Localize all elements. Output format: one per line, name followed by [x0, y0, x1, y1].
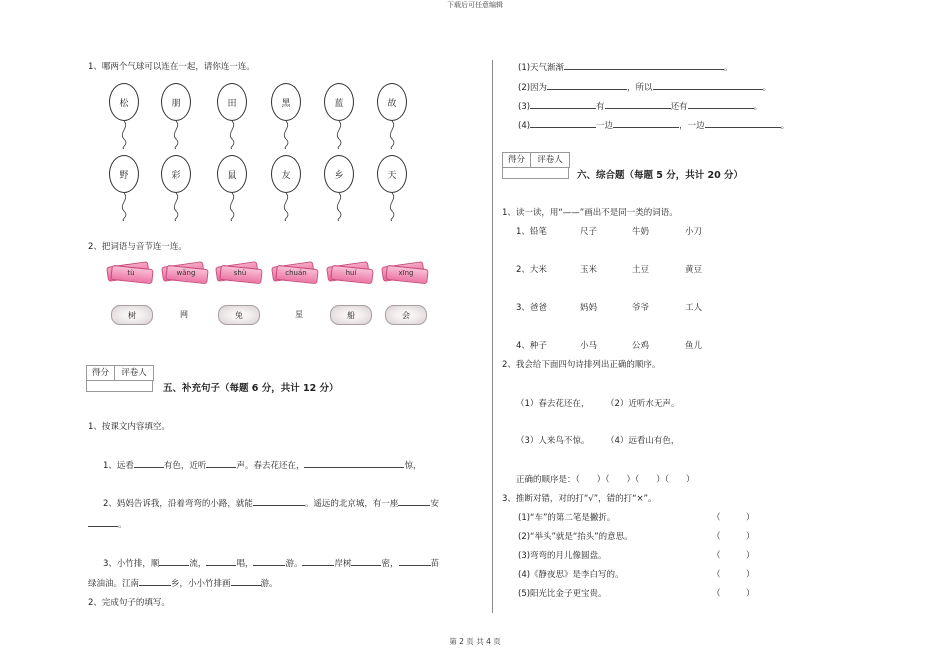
word-card[interactable]: 会 — [385, 305, 427, 325]
score-box — [86, 365, 154, 381]
balloon-char: 天 — [377, 155, 407, 193]
word-item: 1、铅笔 — [516, 227, 547, 237]
blank[interactable] — [653, 80, 763, 90]
word-item[interactable]: 牛奶 — [632, 227, 650, 237]
blank[interactable] — [134, 458, 164, 468]
blank[interactable] — [547, 80, 627, 90]
pinyin-card[interactable] — [107, 263, 153, 283]
q1-text: 1、哪两个气球可以连在一起，请你连一连。 — [88, 62, 255, 72]
blank[interactable] — [231, 576, 261, 586]
word-card[interactable]: 网 — [180, 310, 188, 319]
balloon[interactable] — [109, 155, 139, 221]
blank[interactable] — [304, 458, 404, 468]
word-item[interactable]: 爷爷 — [632, 303, 650, 313]
blank[interactable] — [398, 496, 430, 506]
pinyin-label: wǎng — [176, 269, 196, 277]
blank[interactable] — [139, 576, 171, 586]
balloon[interactable] — [217, 155, 247, 221]
blank[interactable] — [530, 118, 596, 128]
balloon-char: 松 — [109, 83, 139, 121]
section5-q1: 1、按课文内容填空。 — [88, 422, 170, 432]
fill-line-2b: 。 — [88, 517, 127, 530]
judgement-item: (3)弯弯的月儿像圆盘。 — [518, 551, 607, 561]
q2-text: 2、把词语与音节连一连。 — [88, 242, 187, 252]
balloon-char: 黑 — [271, 83, 301, 121]
balloon-char: 野 — [109, 155, 139, 193]
pinyin-card[interactable] — [272, 263, 318, 283]
fill-sentence-4: (4) 一边 ，一边 。 — [518, 118, 789, 131]
word-item[interactable]: 公鸡 — [632, 341, 650, 351]
balloon-string-icon — [386, 193, 398, 221]
page-footer: 第 2 页 共 4 页 — [449, 637, 501, 646]
blank[interactable] — [206, 458, 236, 468]
word-item[interactable]: 玉米 — [580, 265, 598, 275]
word-item[interactable]: 尺子 — [580, 227, 598, 237]
balloon[interactable] — [324, 155, 354, 221]
grader-label: 评卷人 — [537, 155, 563, 165]
balloon-string-icon — [386, 121, 398, 149]
balloon-string-icon — [280, 193, 292, 221]
score-box-blank — [86, 381, 153, 392]
balloon[interactable] — [109, 83, 139, 149]
blank[interactable] — [253, 556, 285, 566]
balloon-char: 彩 — [161, 155, 191, 193]
section6-q3: 3、推断对错，对的打“√”，错的打“×”。 — [502, 494, 657, 504]
pinyin-card[interactable] — [382, 263, 428, 283]
word-item[interactable]: 黄豆 — [685, 265, 703, 275]
word-item[interactable]: 妈妈 — [580, 303, 598, 313]
blank[interactable] — [613, 118, 679, 128]
grader-label: 评卷人 — [121, 368, 147, 378]
word-card[interactable]: 兔 — [218, 305, 260, 325]
fill-sentence-1: (1)天气渐渐 。 — [518, 60, 733, 73]
fill-sentence-3: (3) 有 还有 。 — [518, 99, 762, 112]
word-item: 4、种子 — [516, 341, 547, 351]
balloon[interactable] — [377, 83, 407, 149]
blank[interactable] — [302, 556, 334, 566]
blank[interactable] — [206, 556, 236, 566]
fill-line-2: 2、妈妈告诉我，沿着弯弯的小路，就能 。遥远的北京城，有一座 安 — [103, 496, 439, 509]
judgement-item: (1)“车”的第二笔是撇折。 — [518, 513, 616, 523]
fill-line-1: 1、远看 有色，近听 声。春去花还在， 惊， — [103, 458, 421, 471]
pinyin-label: huí — [345, 269, 357, 277]
blank[interactable] — [564, 60, 724, 70]
section6-q1: 1、读一读，用“——”画出不是同一类的词语。 — [502, 208, 678, 218]
blank[interactable] — [530, 99, 596, 109]
score-label: 得分 — [87, 366, 115, 380]
balloon-string-icon — [170, 121, 182, 149]
word-item: 2、大米 — [516, 265, 547, 275]
word-item[interactable]: 小马 — [580, 341, 598, 351]
pinyin-label: tù — [127, 269, 135, 277]
balloon-char: 鼠 — [217, 155, 247, 193]
judgement-item: (4)《静夜思》是李白写的。 — [518, 570, 624, 580]
judgement-paren[interactable]: （ ） — [712, 532, 755, 542]
pinyin-label: xīng — [398, 269, 414, 277]
judgement-paren[interactable]: （ ） — [712, 551, 755, 561]
pinyin-label: chuán — [285, 269, 307, 277]
balloon-string-icon — [118, 193, 130, 221]
balloon-string-icon — [226, 121, 238, 149]
judgement-item: (2)“举头”就是“抬头”的意思。 — [518, 532, 633, 542]
balloon-char: 田 — [217, 83, 247, 121]
pinyin-card[interactable] — [327, 263, 373, 283]
poem-line: （4）远看山有色， — [606, 436, 680, 446]
pinyin-card[interactable] — [216, 263, 262, 283]
judgement-item: (5)阳光比金子更宝贵。 — [518, 589, 607, 599]
word-card[interactable]: 树 — [111, 305, 153, 325]
fill-line-3: 3、小竹排，顺 流， 唱， 游。 岸树 密， 苗 — [103, 556, 439, 569]
section6-q2: 2、我会给下面四句诗排列出正确的顺序。 — [502, 360, 661, 370]
fill-line-4: 绿油油。江南 乡，小小竹排画 游。 — [88, 576, 278, 589]
header-note: 下载后可任意编辑 — [447, 1, 503, 9]
balloon[interactable] — [271, 83, 301, 149]
word-item[interactable]: 小刀 — [685, 227, 703, 237]
balloon-char: 蓝 — [324, 83, 354, 121]
word-item[interactable]: 工人 — [685, 303, 703, 313]
pinyin-card[interactable] — [162, 263, 208, 283]
balloon-string-icon — [333, 193, 345, 221]
score-box-blank — [502, 168, 569, 179]
blank[interactable] — [159, 556, 189, 566]
balloon-string-icon — [118, 121, 130, 149]
blank[interactable] — [705, 118, 781, 128]
blank[interactable] — [605, 99, 671, 109]
balloon-char: 故 — [377, 83, 407, 121]
word-card[interactable]: 船 — [330, 305, 372, 325]
balloon[interactable] — [271, 155, 301, 221]
balloon-char: 朋 — [161, 83, 191, 121]
balloon[interactable] — [324, 83, 354, 149]
word-item: 3、爸爸 — [516, 303, 547, 313]
balloon[interactable] — [377, 155, 407, 221]
section6-title: 六、综合题（每题 5 分，共计 20 分） — [577, 170, 744, 181]
score-label: 得分 — [503, 153, 531, 167]
balloon-string-icon — [280, 121, 292, 149]
balloon[interactable] — [161, 155, 191, 221]
order-answer[interactable]: 正确的顺序是：（ ）（ ）（ ）（ ） — [516, 475, 695, 485]
balloon[interactable] — [217, 83, 247, 149]
judgement-paren[interactable]: （ ） — [712, 589, 755, 599]
section5-q2: 2、完成句子的填写。 — [88, 598, 170, 608]
balloon-string-icon — [333, 121, 345, 149]
column-divider — [492, 60, 493, 613]
judgement-paren[interactable]: （ ） — [712, 513, 755, 523]
word-card[interactable]: 星 — [295, 310, 303, 319]
balloon[interactable] — [161, 83, 191, 149]
blank[interactable] — [351, 556, 381, 566]
word-item[interactable]: 鱼儿 — [685, 341, 703, 351]
pinyin-label: shù — [233, 269, 247, 277]
balloon-string-icon — [170, 193, 182, 221]
blank[interactable] — [399, 556, 431, 566]
balloon-char: 友 — [271, 155, 301, 193]
word-item[interactable]: 土豆 — [632, 265, 650, 275]
blank[interactable] — [253, 496, 305, 506]
blank[interactable] — [88, 517, 118, 527]
score-box — [502, 152, 570, 168]
poem-line: （3）人来鸟不惊。 — [516, 436, 590, 446]
blank[interactable] — [688, 99, 754, 109]
balloon-char: 乡 — [324, 155, 354, 193]
judgement-paren[interactable]: （ ） — [712, 570, 755, 580]
fill-sentence-2: (2)因为 ，所以 。 — [518, 80, 771, 93]
poem-line: （1）春去花还在， — [516, 399, 590, 409]
balloon-string-icon — [226, 193, 238, 221]
poem-line: （2）近听水无声。 — [606, 399, 680, 409]
section5-title: 五、补充句子（每题 6 分，共计 12 分） — [163, 383, 339, 394]
